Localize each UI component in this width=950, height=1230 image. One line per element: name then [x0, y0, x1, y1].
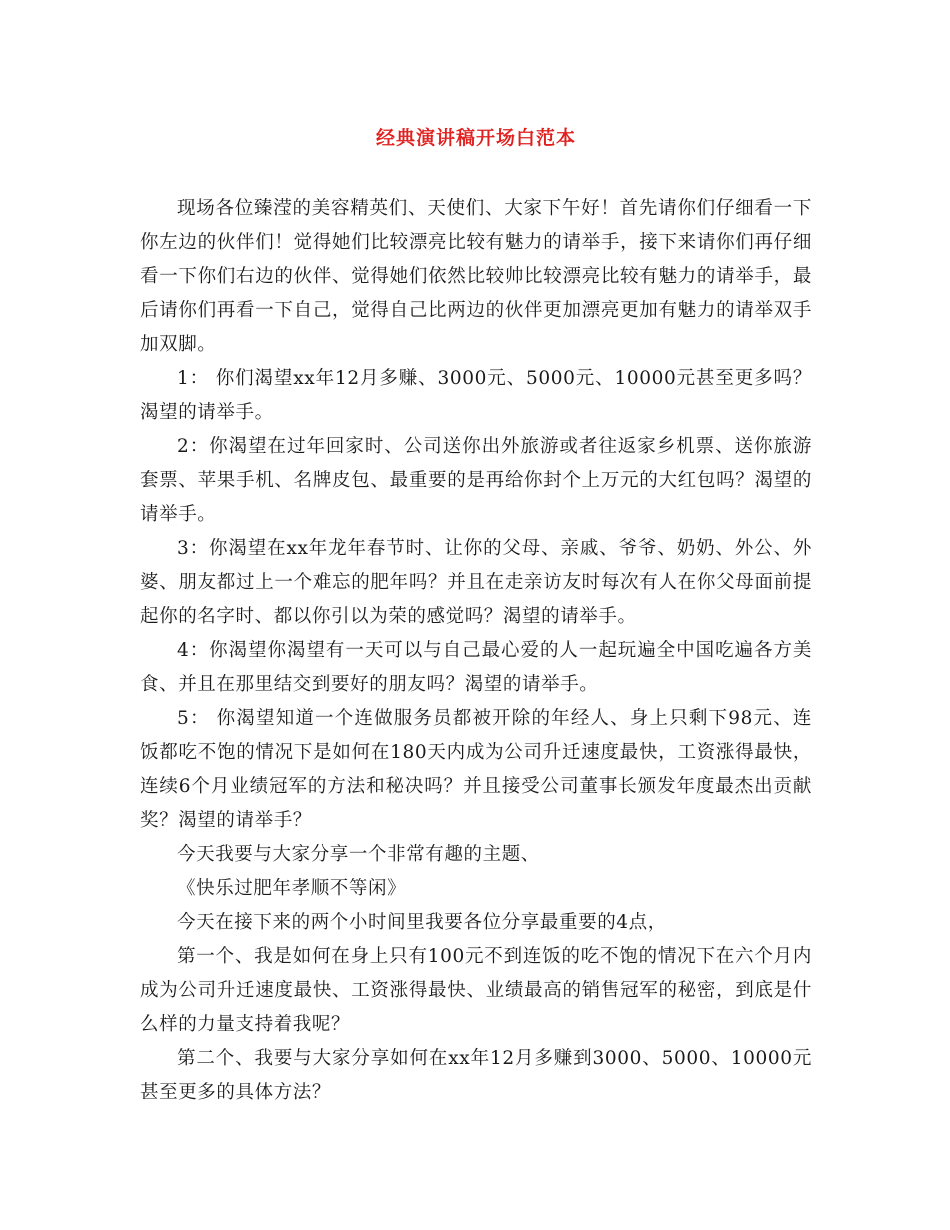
paragraph-question-1: 1： 你们渴望xx年12月多赚、3000元、5000元、10000元甚至更多吗？渴望的请举手。 — [140, 368, 812, 423]
paragraph-topic-intro: 今天我要与大家分享一个非常有趣的主题、 — [177, 844, 540, 865]
paragraph-question-3: 3：你渴望在xx年龙年春节时、让你的父母、亲戚、爷爷、奶奶、外公、外婆、朋友都过上一个难忘的肥年吗？并且在走亲访友时每次有人在你父母面前提起你的名字时、都以你引以为荣的感觉吗？渴望的请举手。 — [140, 538, 812, 627]
document-title: 经典演讲稿开场白范本 — [375, 127, 576, 149]
paragraph-agenda-2: 第二个、我要与大家分享如何在xx年12月多赚到3000、5000、10000元甚至更多的具体方法？ — [140, 1048, 812, 1103]
paragraph-opening: 现场各位臻滢的美容精英们、天使们、大家下午好！首先请你们仔细看一下你左边的伙伴们！觉得她们比较漂亮比较有魅力的请举手，接下来请你们再仔细看一下你们右边的伙伴、觉得她们依然比较帅比较漂亮比较有魅力的请举手，最后请你们再看一下自己，觉得自己比两边的伙伴更加漂亮更加有魅力的请举双手加双脚。 — [140, 198, 812, 355]
paragraph-question-4: 4：你渴望你渴望有一天可以与自己最心爱的人一起玩遍全中国吃遍各方美食、并且在那里结交到要好的朋友吗？渴望的请举手。 — [140, 640, 812, 695]
paragraph-agenda-intro: 今天在接下来的两个小时间里我要各位分享最重要的4点， — [177, 912, 667, 933]
paragraph-agenda-1: 第一个、我是如何在身上只有100元不到连饭的吃不饱的情况下在六个月内成为公司升迁速度最快、工资涨得最快、业绩最高的销售冠军的秘密，到底是什么样的力量支持着我呢？ — [140, 946, 812, 1035]
paragraph-question-5: 5： 你渴望知道一个连做服务员都被开除的年经人、身上只剩下98元、连饭都吃不饱的情况下是如何在180天内成为公司升迁速度最快，工资涨得最快，连续6个月业绩冠军的方法和秘决吗？并且接受公司董事长颁发年度最杰出贡献奖？渴望的请举手？ — [140, 708, 812, 831]
paragraph-question-2: 2：你渴望在过年回家时、公司送你出外旅游或者往返家乡机票、送你旅游套票、苹果手机、名牌皮包、最重要的是再给你封个上万元的大红包吗？渴望的请举手。 — [140, 436, 812, 525]
paragraph-topic-title: 《快乐过肥年孝顺不等闲》 — [177, 878, 407, 899]
